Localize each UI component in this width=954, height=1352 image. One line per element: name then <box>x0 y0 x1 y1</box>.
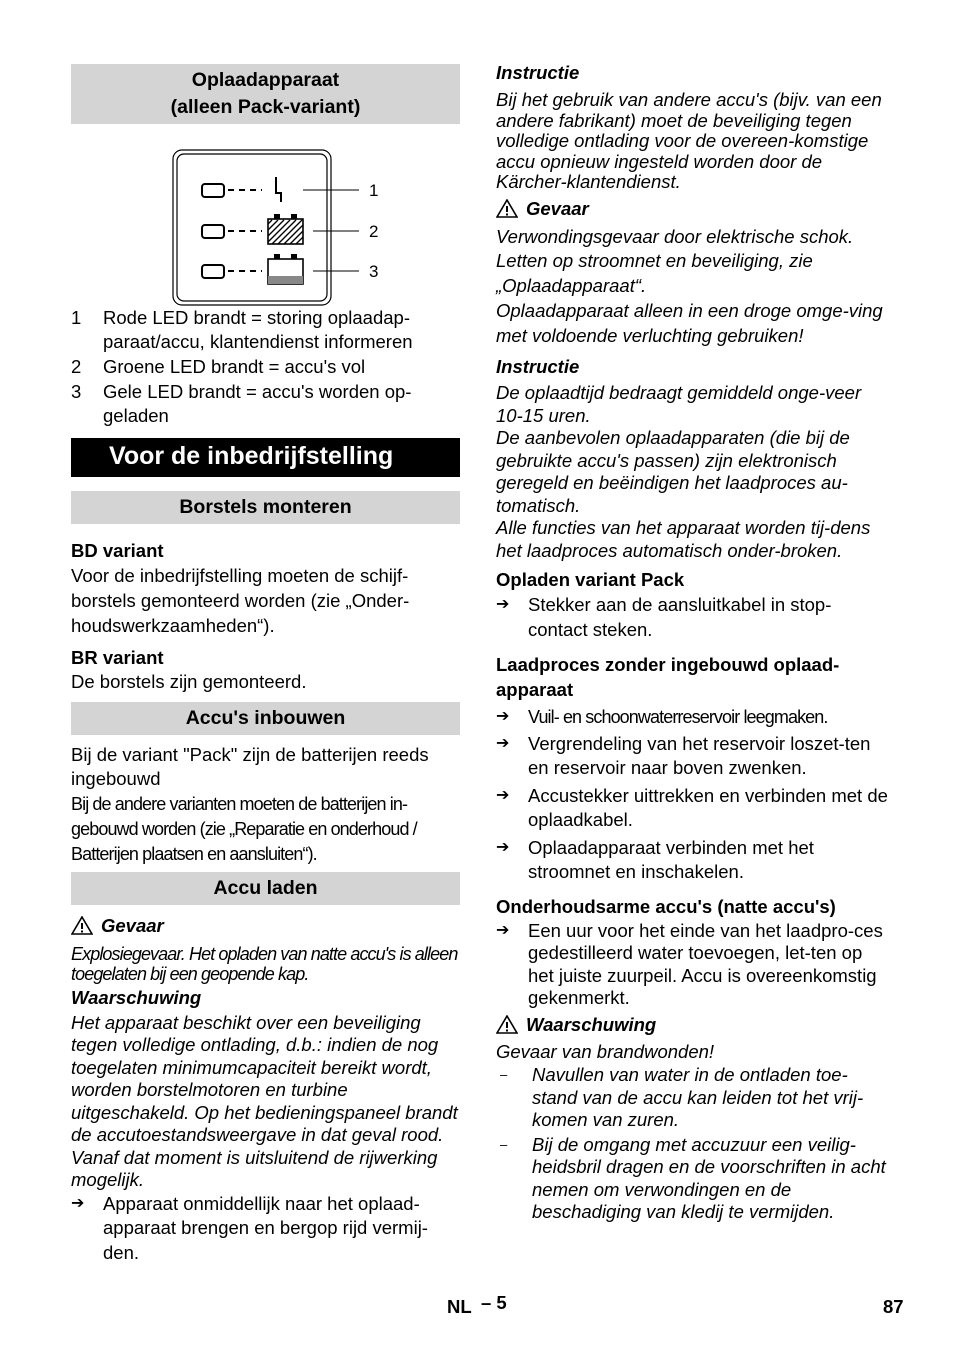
section-title: Voor de inbedrijfstelling <box>71 438 460 477</box>
warning-triangle-icon <box>496 1015 518 1034</box>
warning-item: – Bij de omgang met accuzuur een veilig-heidsbril dragen en de voorschriften in acht nemen om verwondingen en de beschadiging van kledij te vermijden. <box>496 1134 888 1224</box>
install-heading: Accu's inbouwen <box>71 702 460 735</box>
warning-heading: Waarschuwing <box>71 986 202 1008</box>
br-text: De borstels zijn gemonteerd. <box>71 671 307 692</box>
arrow-icon: ➔ <box>496 596 510 613</box>
warning-heading-right: Waarschuwing <box>496 1014 888 1036</box>
callout-2: 2 <box>369 222 379 241</box>
nocharger-step: ➔ Vuil- en schoonwaterreservoir leegmaken. <box>496 705 888 730</box>
nocharger-step: ➔ Accustekker uittrekken en verbinden met de oplaadkabel. <box>496 784 888 833</box>
charger-figure <box>71 124 460 314</box>
charge-heading: Accu laden <box>71 872 460 905</box>
bd-text: Voor de inbedrijfstelling moeten de schijf-borstels gemonteerd worden (zie „Onder-houdswerkzaamheden“). <box>71 565 410 636</box>
charger-panel-diagram <box>71 124 460 314</box>
dash-bullet: – <box>500 1136 508 1152</box>
danger-text-1: Verwondingsgevaar door elektrische schok. Letten op stroomnet en beveiliging, zie „Oplaadapparaat“. <box>496 225 854 296</box>
legend-item: 2 Groene LED brandt = accu's vol <box>71 356 366 377</box>
arrow-icon: ➔ <box>496 734 510 752</box>
warning-triangle-icon <box>496 199 518 218</box>
instruction-1-heading: Instructie <box>496 62 580 83</box>
instruction-2-text-3: Alle functies van het apparaat worden tij-dens het laadproces automatisch onder-broken. <box>496 517 871 561</box>
danger-text-2: Oplaadapparaat alleen in een droge omge-ving met voldoende verluchting gebruiken! <box>496 300 883 346</box>
instruction-2-text-2: De aanbevolen oplaadapparaten (die bij de gebruikte accu's passen) zijn elektronisch geregeld en beëindigen het laadproces au-tomatisch. <box>496 427 850 516</box>
bd-title: BD variant <box>71 540 164 561</box>
arrow-icon: ➔ <box>71 1194 85 1212</box>
instruction-2-text-1: De oplaadtijd bedraagt gemiddeld onge-veer 10-15 uren. <box>496 382 862 426</box>
charger-heading: Oplaadapparaat (alleen Pack-variant) <box>71 64 460 124</box>
arrow-icon: ➔ <box>496 708 510 725</box>
legend-item: 1 Rode LED brandt = storing oplaadap-paraat/accu, klantendienst informeren <box>71 307 413 352</box>
wet-title: Onderhoudsarme accu's (natte accu's) <box>496 895 836 917</box>
dash-bullet: – <box>500 1067 508 1082</box>
arrow-icon: ➔ <box>496 786 510 804</box>
instruction-1-text: Bij het gebruik van andere accu's (bijv. van een andere fabrikant) moet de beveiliging tegen volledige ontlading voor de overeen-komstige accu opnieuw ingesteld worden door de Kärcher-klantendienst. <box>496 89 882 192</box>
nocharger-step: ➔ Oplaadapparaat verbinden met het stroomnet en inschakelen. <box>496 836 888 885</box>
danger-text: Explosiegevaar. Het opladen van natte accu's is alleen toegelaten bij een geopende kap. <box>71 943 458 984</box>
left-column <box>71 64 460 1265</box>
pack-step: ➔ Stekker aan de aansluitkabel in stop-contact steken. <box>496 593 888 642</box>
callout-1: 1 <box>369 181 379 200</box>
nocharger-title: Laadproces zonder ingebouwd oplaad-apparaat <box>496 654 840 700</box>
callout-3: 3 <box>369 262 379 281</box>
warning-step: ➔ Apparaat onmiddellijk naar het oplaad-apparaat brengen en bergop rijd vermij-den. <box>71 1192 460 1266</box>
danger-heading-right: Gevaar <box>496 198 888 220</box>
install-text-2: Bij de andere varianten moeten de batterijen in-gebouwd worden (zie „Reparatie en onderhoud / Batterijen plaatsen en aansluiten“). <box>71 793 417 864</box>
wet-step: ➔ Een uur voor het einde van het laadpro-ces gedestilleerd water toevoegen, let-ten op het juiste zuurpeil. Accu is overeenkomstig gekenmerkt. <box>496 919 883 1008</box>
warning-text: Het apparaat beschikt over een beveiliging tegen volledige ontlading, d.b.: indien de nog toegelaten minimumcapaciteit bereikt wordt, worden borstelmotoren en turbine uitgeschakeld. Op het bedieningspaneel brandt de accutoestandsweergave in dat geval rood. Vanaf dat moment is uitsluitend de rijwerking mogelijk. <box>71 1011 458 1190</box>
warning-item: – Navullen van water in de ontladen toe-stand van de accu kan leiden tot het vrij-komen van zuren. <box>496 1064 888 1132</box>
legend-item: 3 Gele LED brandt = accu's worden op-geladen <box>71 381 412 426</box>
brushes-heading: Borstels monteren <box>71 491 460 524</box>
warning-triangle-icon <box>71 916 93 935</box>
instruction-2-heading: Instructie <box>496 356 580 377</box>
arrow-icon: ➔ <box>496 838 510 856</box>
footer-page-number: 87 <box>883 1296 904 1317</box>
arrow-icon: ➔ <box>496 921 510 939</box>
warning-text-right: Gevaar van brandwonden! <box>496 1040 715 1062</box>
footer-lang: NL <box>447 1296 472 1317</box>
pack-title: Opladen variant Pack <box>496 569 685 590</box>
danger-heading: Gevaar <box>71 915 460 937</box>
install-text-1: Bij de variant "Pack" zijn de batterijen reeds ingebouwd <box>71 743 429 789</box>
footer-page-sub: – 5 <box>481 1292 507 1313</box>
legend-list <box>71 306 460 428</box>
br-title: BR variant <box>71 647 164 668</box>
right-column <box>496 62 888 1224</box>
nocharger-step: ➔ Vergrendeling van het reservoir loszet-ten en reservoir naar boven zwenken. <box>496 732 888 781</box>
